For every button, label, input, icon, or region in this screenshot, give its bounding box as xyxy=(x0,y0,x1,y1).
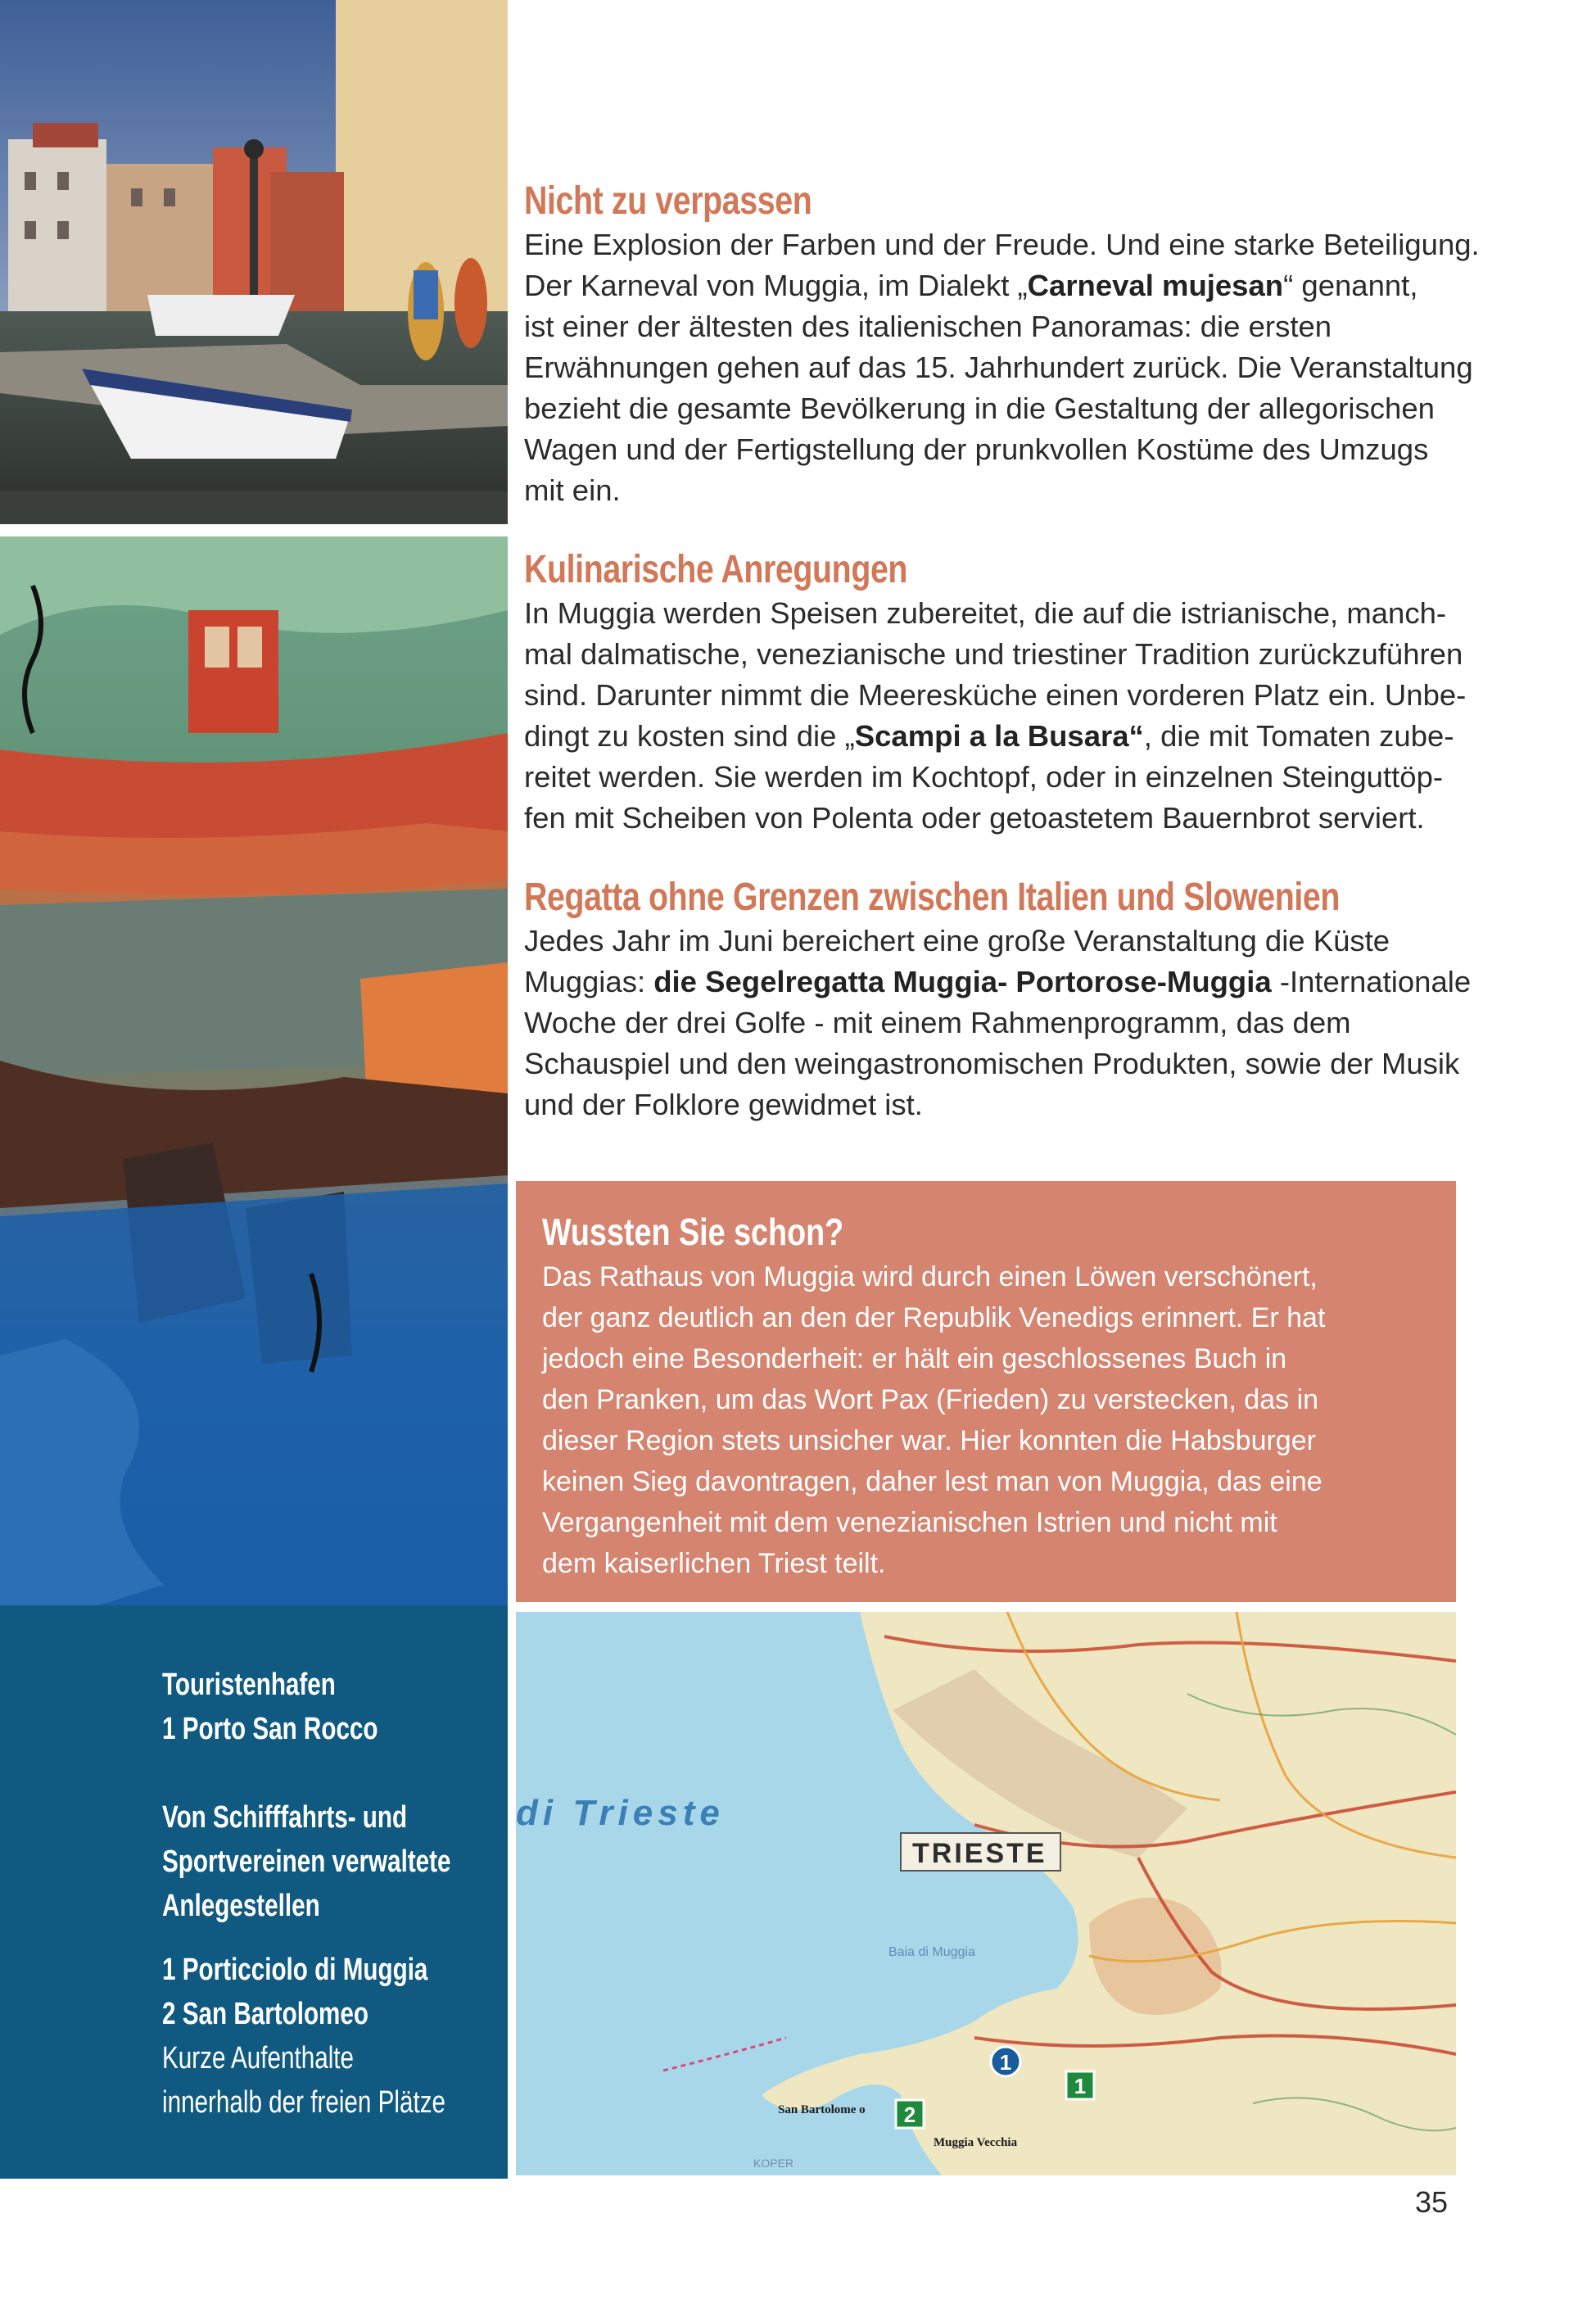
text-run: sind. Darunter nimmt die Meeresküche einen vorderen Platz ein. Unbe- xyxy=(524,678,1467,712)
map-marker-label: 1 xyxy=(999,2050,1012,2075)
text-line xyxy=(524,675,1503,716)
text-run: Eine Explosion der Farben und der Freude. Und eine starke Beteiligung. xyxy=(524,228,1480,261)
text-run: dingt zu kosten sind die „ xyxy=(524,719,855,753)
legend-club-item: 1 Porticciolo di Muggia xyxy=(162,1953,428,1987)
info-line: den Pranken, um das Wort Pax (Frieden) zu verstecken, das in xyxy=(542,1384,1319,1415)
map-marker-porticciolo-muggia xyxy=(1066,2071,1094,2099)
page-number: 35 xyxy=(1415,2185,1449,2219)
text-run: Woche der drei Golfe - mit einem Rahmenprogramm, das dem xyxy=(524,1006,1351,1039)
section-body xyxy=(524,593,1503,839)
text-line xyxy=(524,921,1503,962)
reflection-photo xyxy=(0,536,508,1605)
text-run: mal dalmatische, venezianische und triestiner Tradition zurückzuführen xyxy=(524,637,1463,671)
text-run: Muggias: xyxy=(524,965,654,998)
text-run: Jedes Jahr im Juni bereichert eine große Veranstaltung die Küste xyxy=(524,924,1390,957)
text-line xyxy=(524,470,1503,511)
info-box-heading: Wussten Sie schon? xyxy=(542,1211,844,1253)
text-line xyxy=(524,757,1503,798)
text-line xyxy=(524,224,1503,265)
harbor-legend-panel xyxy=(0,1605,508,2179)
text-line xyxy=(524,962,1503,1003)
text-line xyxy=(524,593,1503,634)
map-bay-label: Baia di Muggia xyxy=(888,1945,975,1959)
harbor-photo xyxy=(0,0,508,524)
muggia-map xyxy=(516,1612,1456,2175)
section-body xyxy=(524,224,1503,511)
legend-club-moorings-title: Anlegestellen xyxy=(162,1889,320,1923)
section-body xyxy=(524,921,1503,1125)
legend-club-item: 2 San Bartolomeo xyxy=(162,1997,369,2031)
text-line xyxy=(524,634,1503,675)
map-label-san-bartolomeo: San Bartolome o xyxy=(778,2103,866,2116)
text-run: Schauspiel und den weingastronomischen Produkten, sowie der Musik xyxy=(524,1047,1460,1080)
text-line xyxy=(524,388,1503,429)
text-line xyxy=(524,1084,1503,1125)
info-line: Das Rathaus von Muggia wird durch einen Löwen verschönert, xyxy=(542,1261,1318,1292)
info-line: der ganz deutlich an den der Republik Venedigs erinnert. Er hat xyxy=(542,1302,1326,1333)
map-marker-label: 1 xyxy=(1074,2074,1087,2098)
map-label-muggia-vecchia: Muggia Vecchia xyxy=(934,2136,1018,2149)
info-line: jedoch eine Besonderheit: er hält ein geschlossenes Buch in xyxy=(542,1343,1287,1374)
text-run: Erwähnungen gehen auf das 15. Jahrhundert zurück. Die Veranstaltung xyxy=(524,351,1473,384)
legend-club-moorings-title: Von Schifffahrts- und xyxy=(162,1800,408,1835)
text-line xyxy=(524,1043,1503,1084)
info-box-body xyxy=(542,1256,1456,1584)
text-run: , die mit Tomaten zube- xyxy=(1143,719,1454,753)
info-line: keinen Sieg davontragen, daher lest man von Muggia, das eine xyxy=(542,1466,1322,1497)
text-run: bezieht die gesamte Bevölkerung in die Gestaltung der allegorischen xyxy=(524,392,1435,425)
map-gulf-label: di Trieste xyxy=(516,1793,725,1833)
map-city-label: TRIESTE xyxy=(912,1838,1047,1869)
text-run: “ genannt, xyxy=(1283,269,1418,302)
text-run: fen mit Scheiben von Polenta oder getoastetem Bauernbrot serviert. xyxy=(524,801,1425,835)
legend-tourist-port-item: 1 Porto San Rocco xyxy=(162,1712,378,1746)
text-run: und der Folklore gewidmet ist. xyxy=(524,1088,923,1121)
text-line xyxy=(524,265,1503,306)
info-line: Vergangenheit mit dem venezianischen Istrien und nicht mit xyxy=(542,1507,1277,1538)
text-run: In Muggia werden Speisen zubereitet, die auf die istrianische, manch- xyxy=(524,596,1447,630)
text-run: Wagen und der Fertigstellung der prunkvollen Kostüme des Umzugs xyxy=(524,432,1429,466)
text-line xyxy=(524,429,1503,470)
section-heading: Regatta ohne Grenzen zwischen Italien und Slowenien xyxy=(524,876,1341,919)
emphasized-text: Scampi a la Busara“ xyxy=(854,719,1144,753)
legend-tourist-port-title: Touristenhafen xyxy=(162,1668,336,1702)
map-label-koper: KOPER xyxy=(753,2157,794,2170)
section-regatta xyxy=(524,875,1503,1125)
text-line xyxy=(524,716,1503,757)
text-line xyxy=(524,347,1503,388)
text-line xyxy=(524,798,1503,839)
section-culinary xyxy=(524,547,1503,839)
did-you-know-box xyxy=(516,1181,1456,1602)
map-marker-san-bartolomeo xyxy=(896,2100,924,2128)
emphasized-text: die Segelregatta Muggia- Portorose-Muggia xyxy=(653,965,1272,998)
section-heading: Kulinarische Anregungen xyxy=(524,548,908,591)
text-run: reitet werden. Sie werden im Kochtopf, oder in einzelnen Steinguttöp- xyxy=(524,760,1444,794)
legend-short-stays: innerhalb der freien Plätze xyxy=(162,2085,446,2120)
section-not-to-miss xyxy=(524,179,1503,511)
map-marker-label: 2 xyxy=(903,2102,916,2127)
text-line xyxy=(524,1003,1503,1043)
legend-club-moorings-title: Sportvereinen verwaltete xyxy=(162,1844,451,1879)
text-run: -Internationale xyxy=(1271,965,1472,998)
info-line: dieser Region stets unsicher war. Hier konnten die Habsburger xyxy=(542,1425,1316,1456)
text-line xyxy=(524,306,1503,347)
text-run: Der Karneval von Muggia, im Dialekt „ xyxy=(524,269,1028,302)
info-line: dem kaiserlichen Triest teilt. xyxy=(542,1548,886,1579)
section-heading: Nicht zu verpassen xyxy=(524,179,812,223)
text-run: mit ein. xyxy=(524,473,621,507)
legend-short-stays: Kurze Aufenthalte xyxy=(162,2041,354,2075)
map-marker-porto-san-rocco xyxy=(991,2047,1020,2076)
emphasized-text: Carneval mujesan xyxy=(1027,269,1284,302)
text-run: ist einer der ältesten des italienischen Panoramas: die ersten xyxy=(524,310,1332,343)
